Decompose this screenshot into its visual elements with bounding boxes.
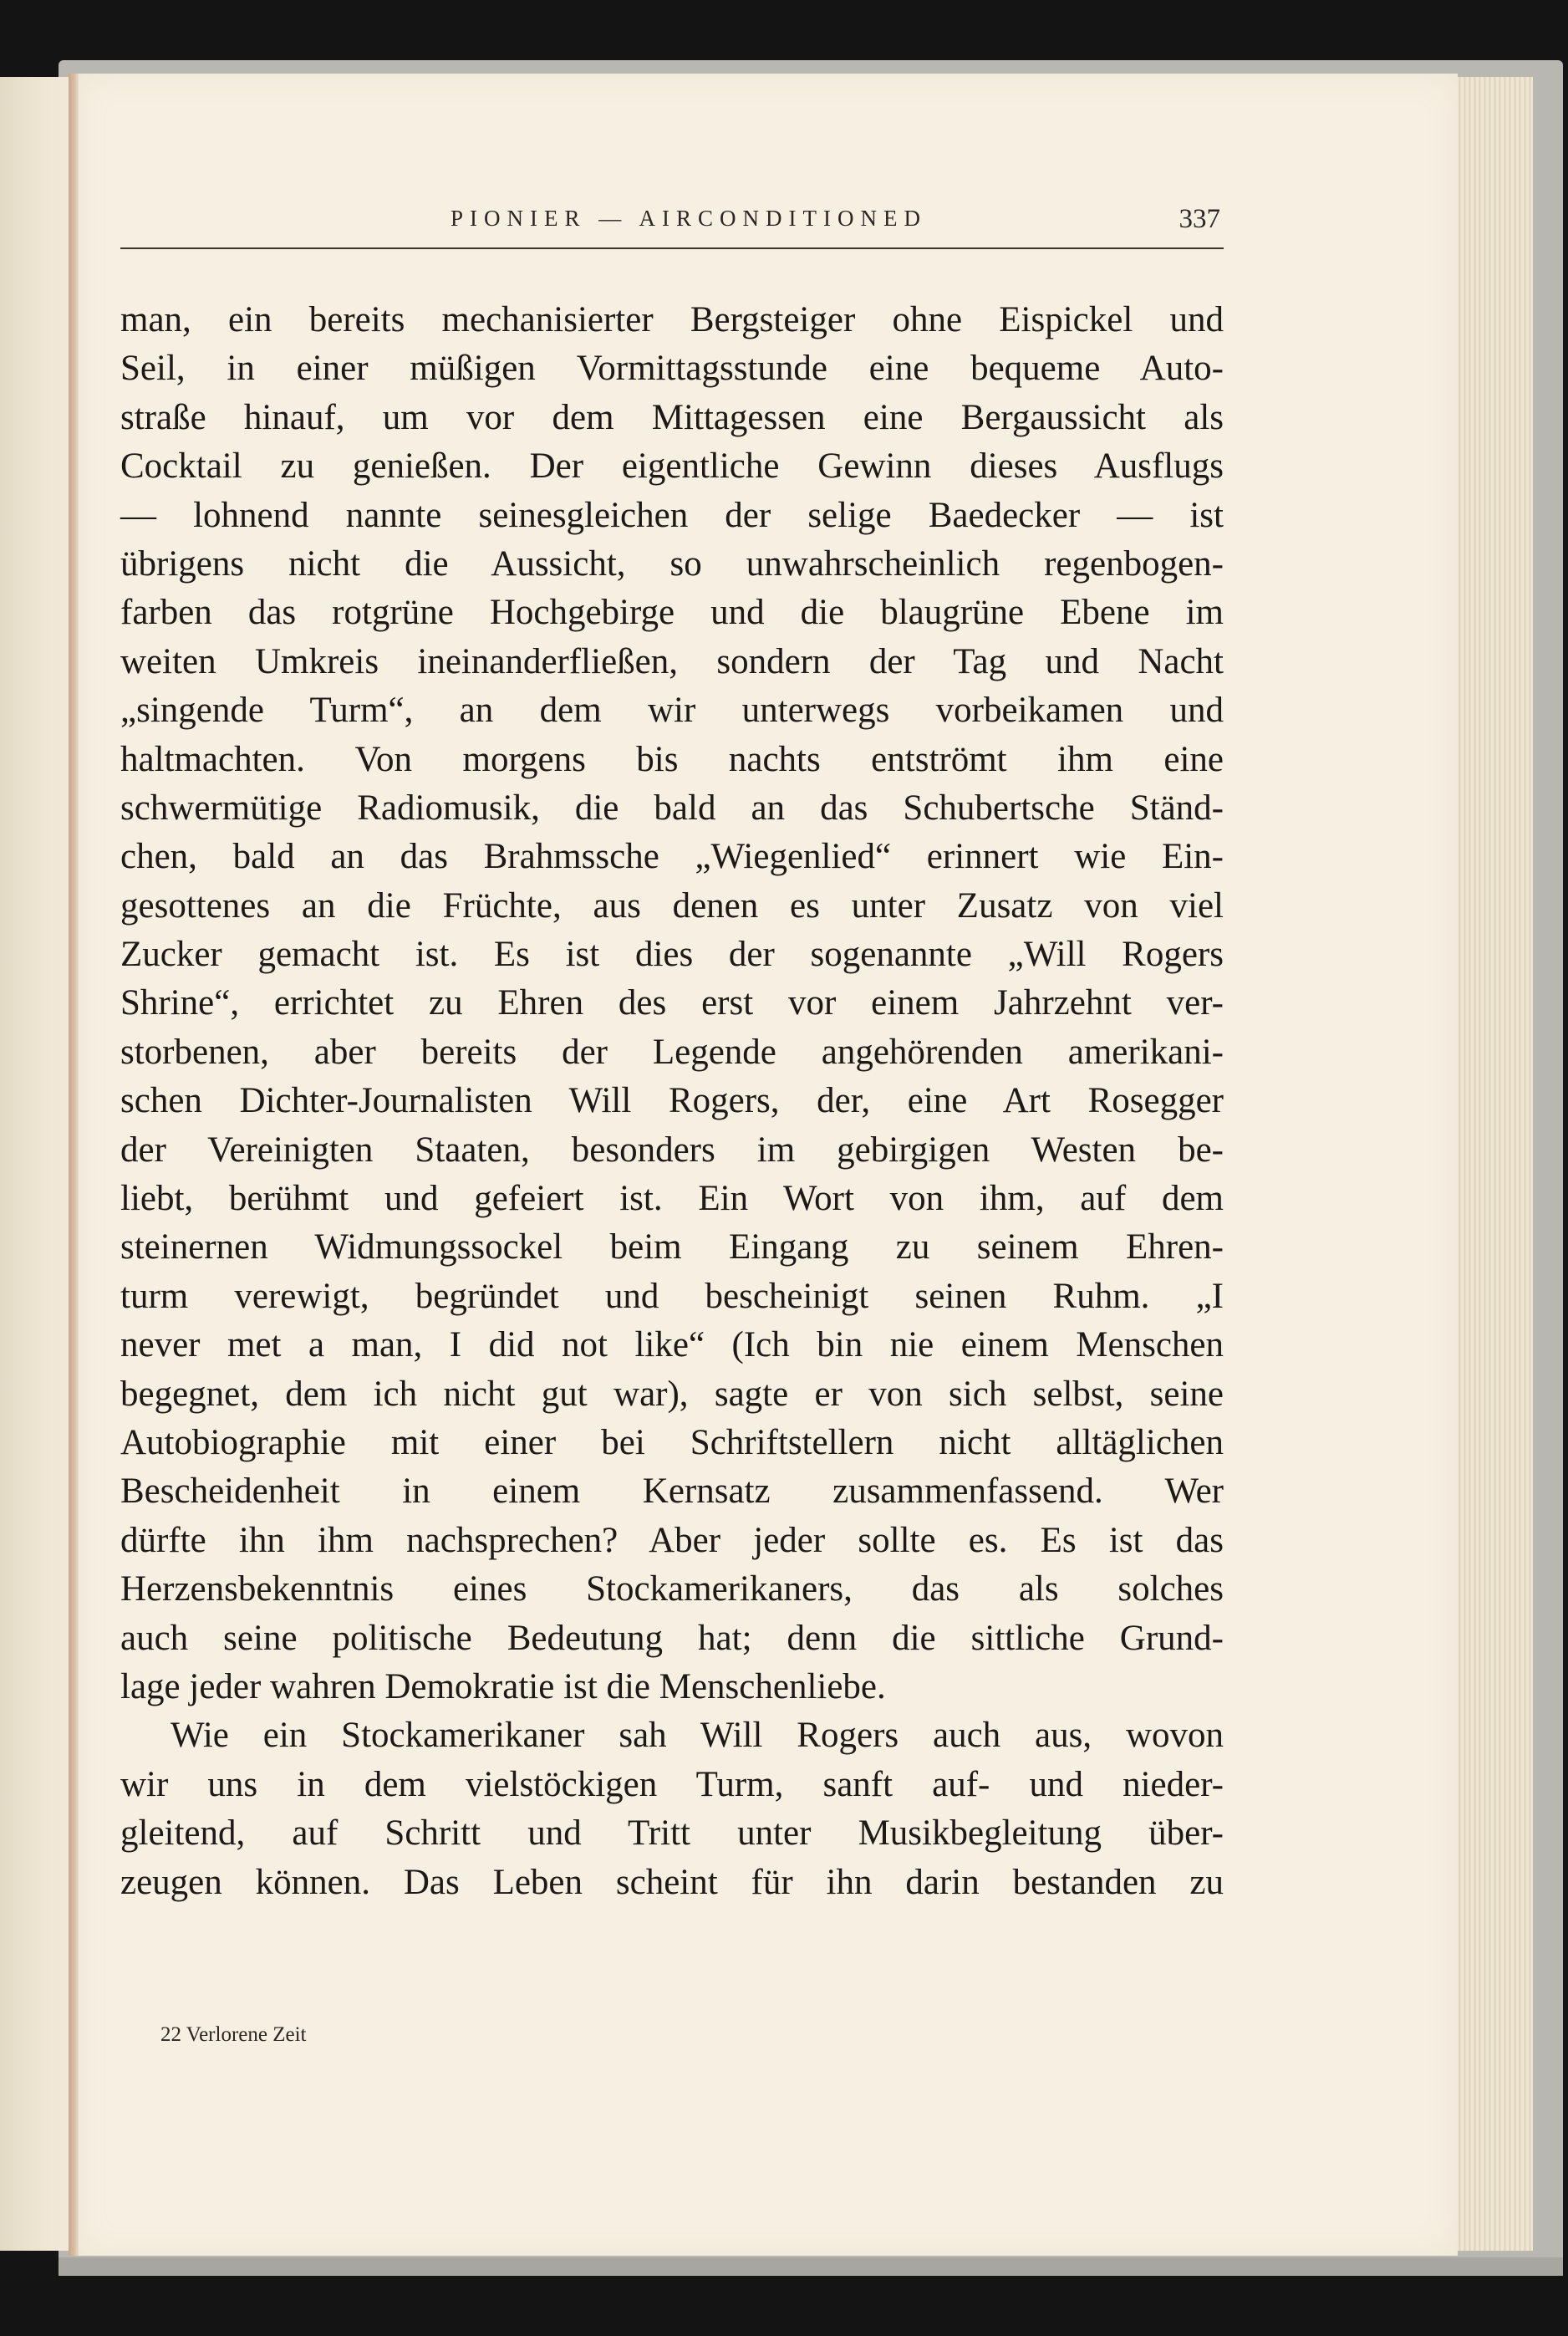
text-line: — lohnend nannte seinesgleichen der selige Baedecker — ist xyxy=(120,495,1224,535)
text-line: Shrine“, errichtet zu Ehren des erst vor einem Jahrzehnt ver- xyxy=(120,983,1224,1023)
text-line: „singende Turm“, an dem wir unterwegs vorbeikamen und xyxy=(120,691,1224,731)
text-line: zeugen können. Das Leben scheint für ihn darin bestanden zu xyxy=(120,1862,1224,1902)
text-line: liebt, berühmt und gefeiert ist. Ein Wort von ihm, auf dem xyxy=(120,1179,1224,1219)
text-line: straße hinauf, um vor dem Mittagessen eine Bergaussicht als xyxy=(120,397,1224,437)
text-line: übrigens nicht die Aussicht, so unwahrscheinlich regenbogen- xyxy=(120,543,1224,584)
text-line: Herzensbekenntnis eines Stockamerikaners, das als solches xyxy=(120,1569,1224,1609)
page-gutter xyxy=(69,74,79,2256)
text-line: gesottenes an die Früchte, aus denen es unter Zusatz von viel xyxy=(120,885,1224,926)
printer-signature: 22 Verlorene Zeit xyxy=(160,2023,307,2046)
text-line: Seil, in einer müßigen Vormittagsstunde eine bequeme Auto- xyxy=(120,349,1224,389)
text-line: storbenen, aber bereits der Legende angehörenden amerikani- xyxy=(120,1032,1224,1072)
text-line: turm verewigt, begründet und bescheinigt seinen Ruhm. „I xyxy=(120,1276,1224,1316)
text-line: steinernen Widmungssockel beim Eingang zu seinem Ehren- xyxy=(120,1227,1224,1267)
text-line: weiten Umkreis ineinanderfließen, sondern der Tag und Nacht xyxy=(120,641,1224,681)
previous-page-edge xyxy=(0,77,77,2251)
text-line: schwermütige Radiomusik, die bald an das Schubertsche Ständ- xyxy=(120,788,1224,828)
page-stack-edge xyxy=(1456,77,1533,2251)
page-number: 337 xyxy=(1179,204,1220,234)
text-line: begegnet, dem ich nicht gut war), sagte er von sich selbst, seine xyxy=(120,1374,1224,1414)
text-line: haltmachten. Von morgens bis nachts entströmt ihm eine xyxy=(120,739,1224,779)
text-line: dürfte ihn ihm nachsprechen? Aber jeder sollte es. Es ist das xyxy=(120,1520,1224,1560)
text-line: never met a man, I did not like“ (Ich bin nie einem Menschen xyxy=(120,1325,1224,1365)
text-line: Bescheidenheit in einem Kernsatz zusammenfassend. Wer xyxy=(120,1471,1224,1512)
text-line: man, ein bereits mechanisierter Bergsteiger ohne Eispickel und xyxy=(120,300,1224,339)
running-head: PIONIER — AIRCONDITIONED xyxy=(451,206,927,231)
text-line: schen Dichter-Journalisten Will Rogers, der, eine Art Rosegger xyxy=(120,1081,1224,1121)
text-line: auch seine politische Bedeutung hat; denn die sittliche Grund- xyxy=(120,1618,1224,1658)
header-rule xyxy=(120,247,1224,249)
text-line: wir uns in dem vielstöckigen Turm, sanft auf- und nieder- xyxy=(120,1764,1224,1804)
paragraph-first-line: Wie ein Stockamerikaner sah Will Rogers auch aus, wovon xyxy=(171,1716,1224,1756)
book-bottom-edge xyxy=(59,2257,1563,2276)
text-line: der Vereinigten Staaten, besonders im gebirgigen Westen be- xyxy=(120,1130,1224,1170)
text-line: Cocktail zu genießen. Der eigentliche Gewinn dieses Ausflugs xyxy=(120,446,1224,487)
text-line: farben das rotgrüne Hochgebirge und die blaugrüne Ebene im xyxy=(120,593,1224,633)
text-line: gleitend, auf Schritt und Tritt unter Musikbegleitung über- xyxy=(120,1813,1224,1854)
text-line: chen, bald an das Brahmssche „Wiegenlied“ erinnert wie Ein- xyxy=(120,837,1224,877)
text-line: Autobiographie mit einer bei Schriftstellern nicht alltäglichen xyxy=(120,1422,1224,1462)
page-header xyxy=(120,197,1224,244)
body-text xyxy=(120,296,1224,1907)
text-line: Zucker gemacht ist. Es ist dies der sogenannte „Will Rogers xyxy=(120,935,1224,975)
paragraph-last-line: lage jeder wahren Demokratie ist die Menschenliebe. xyxy=(120,1666,886,1706)
